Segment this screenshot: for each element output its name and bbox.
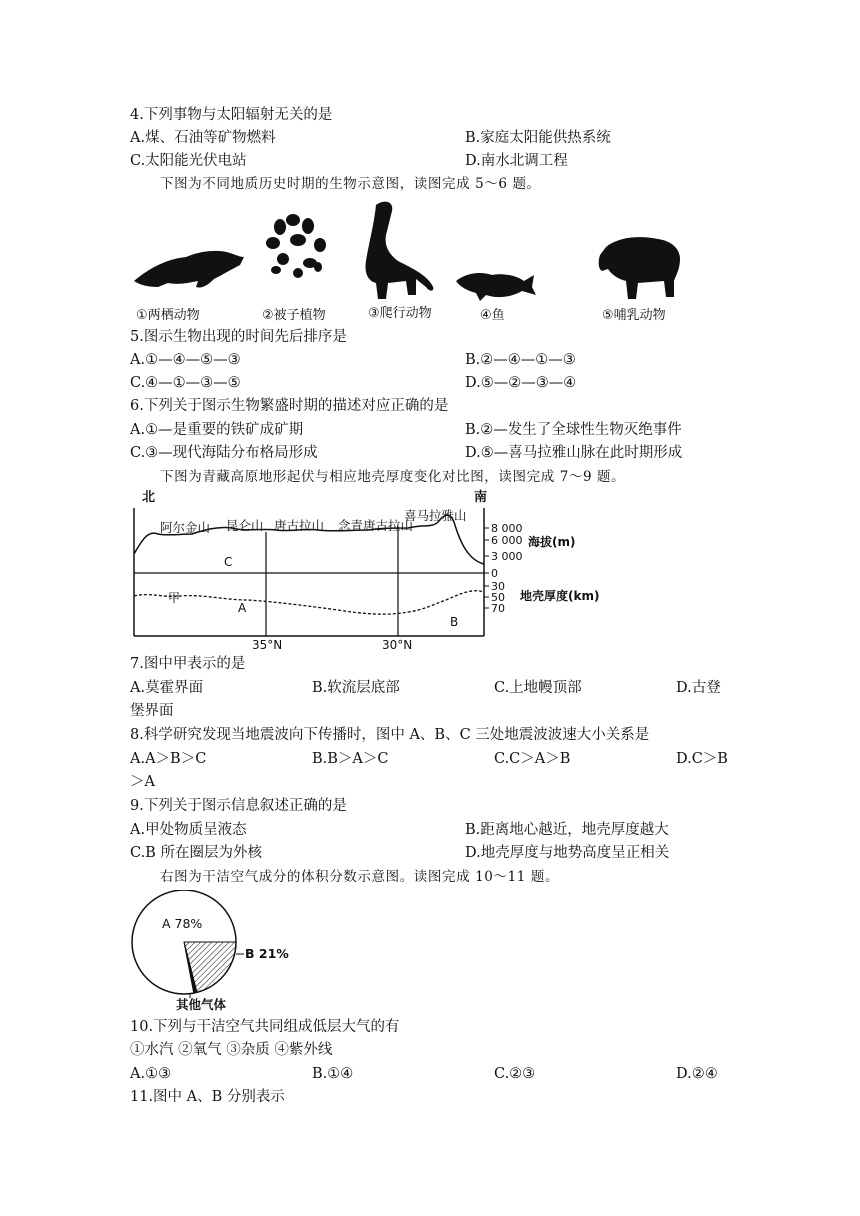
q4-option-d: D.南水北调工程 [465, 153, 568, 169]
q6-stem: 6.下列关于图示生物繁盛时期的描述对应正确的是 [130, 398, 449, 414]
intro-10-11: 右图为干洁空气成分的体积分数示意图。读图完成 10～11 题。 [160, 869, 560, 885]
q9-option-c: C.B 所在圈层为外核 [130, 845, 262, 861]
q4-option-b: B.家庭太阳能供热系统 [465, 130, 611, 146]
q8-option-d: D.C＞B [676, 751, 728, 767]
intro-5-6: 下图为不同地质历史时期的生物示意图，读图完成 5～6 题。 [160, 176, 541, 192]
elevation-axis-label: 海拔(m) [528, 535, 576, 549]
q4-option-c: C.太阳能光伏电站 [130, 153, 247, 169]
plateau-profile-diagram [128, 488, 608, 652]
q5-option-b: B.②—④—①—③ [465, 352, 576, 368]
crust-tick: 50 [491, 591, 505, 604]
lat-30-label: 30°N [382, 638, 413, 652]
crust-tick: 70 [491, 602, 505, 615]
q9-option-a: A.甲处物质呈液态 [130, 822, 247, 838]
organism-label: ⑤哺乳动物 [602, 308, 666, 323]
crust-axis-label: 地壳厚度(km) [520, 589, 600, 603]
q10-option-d: D.②④ [676, 1066, 718, 1082]
north-label: 北 [142, 490, 156, 505]
point-jia-label: 甲 [168, 591, 181, 605]
q5-option-d: D.⑤—②—③—④ [465, 375, 577, 391]
q7-option-d-wrap: 堡界面 [130, 703, 174, 719]
q6-option-b: B.②—发生了全球性生物灭绝事件 [465, 422, 682, 438]
q6-option-d: D.⑤—喜马拉雅山脉在此时期形成 [465, 445, 683, 461]
mammal-icon [599, 237, 680, 299]
crust-tick: 30 [491, 580, 505, 593]
q7-stem: 7.图中甲表示的是 [130, 656, 246, 672]
q5-option-c: C.④—①—③—⑤ [130, 375, 241, 391]
mountain-label: 念青唐古拉山 [338, 518, 414, 533]
elevation-tick: 0 [491, 567, 498, 580]
q5-stem: 5.图示生物出现的时间先后排序是 [130, 329, 347, 345]
organism-figure [128, 195, 688, 330]
q10-stem: 10.下列与干洁空气共同组成低层大气的有 [130, 1019, 400, 1035]
point-a-label: A [238, 601, 247, 615]
q8-option-a: A.A＞B＞C [130, 751, 207, 767]
organism-label: ①两栖动物 [136, 308, 200, 323]
q8-option-c: C.C＞A＞B [494, 751, 571, 767]
angiosperm-icon [266, 214, 326, 278]
reptile-icon [365, 202, 433, 299]
mountain-label: 阿尔金山 [160, 520, 211, 535]
elevation-tick: 8 000 [491, 522, 523, 535]
point-b-label: B [450, 615, 459, 629]
q7-option-d: D.古登 [676, 680, 721, 696]
point-c-label: C [224, 555, 233, 569]
elevation-tick: 6 000 [491, 534, 523, 547]
mountain-label: 昆仑山 [226, 518, 264, 533]
lat-35-label: 35°N [252, 638, 283, 652]
slice-b-label: B 21% [245, 946, 289, 961]
q6-option-c: C.③—现代海陆分布格局形成 [130, 445, 318, 461]
organism-label: ④鱼 [480, 308, 505, 323]
mountain-label: 唐古拉山 [274, 518, 325, 533]
air-composition-pie [128, 890, 298, 1012]
elevation-tick: 3 000 [491, 550, 523, 563]
q8-option-b: B.B＞A＞C [312, 751, 389, 767]
q7-option-a: A.莫霍界面 [130, 680, 204, 696]
q10-option-a: A.①③ [130, 1066, 172, 1082]
intro-7-9: 下图为青藏高原地形起伏与相应地壳厚度变化对比图，读图完成 7～9 题。 [160, 469, 626, 485]
q7-option-c: C.上地幔顶部 [494, 680, 582, 696]
south-label: 南 [474, 490, 488, 505]
slice-other-label: 其他气体 [176, 997, 227, 1012]
q10-option-b: B.①④ [312, 1066, 354, 1082]
slice-a-label: A 78% [162, 916, 203, 931]
organism-label: ③爬行动物 [368, 306, 432, 321]
q6-option-a: A.①—是重要的铁矿成矿期 [130, 422, 304, 438]
q4-stem: 4.下列事物与太阳辐射无关的是 [130, 107, 333, 123]
q9-option-d: D.地壳厚度与地势高度呈正相关 [465, 845, 670, 861]
q9-option-b: B.距离地心越近，地壳厚度越大 [465, 822, 669, 838]
q9-stem: 9.下列关于图示信息叙述正确的是 [130, 798, 347, 814]
amphibian-icon [134, 251, 244, 288]
q10-option-c: C.②③ [494, 1066, 536, 1082]
organism-label: ②被子植物 [262, 308, 326, 323]
q8-option-d-wrap: ＞A [130, 774, 155, 790]
q5-option-a: A.①—④—⑤—③ [130, 352, 241, 368]
q10-items: ①水汽 ②氧气 ③杂质 ④紫外线 [130, 1042, 333, 1058]
mountain-label: 喜马拉雅山 [404, 508, 467, 523]
q7-option-b: B.软流层底部 [312, 680, 400, 696]
crust-boundary [134, 591, 484, 614]
fish-icon [456, 273, 536, 301]
q8-stem: 8.科学研究发现当地震波向下传播时，图中 A、B、C 三处地震波波速大小关系是 [130, 727, 650, 743]
q11-stem: 11.图中 A、B 分别表示 [130, 1089, 285, 1105]
q4-option-a: A.煤、石油等矿物燃料 [130, 130, 276, 146]
